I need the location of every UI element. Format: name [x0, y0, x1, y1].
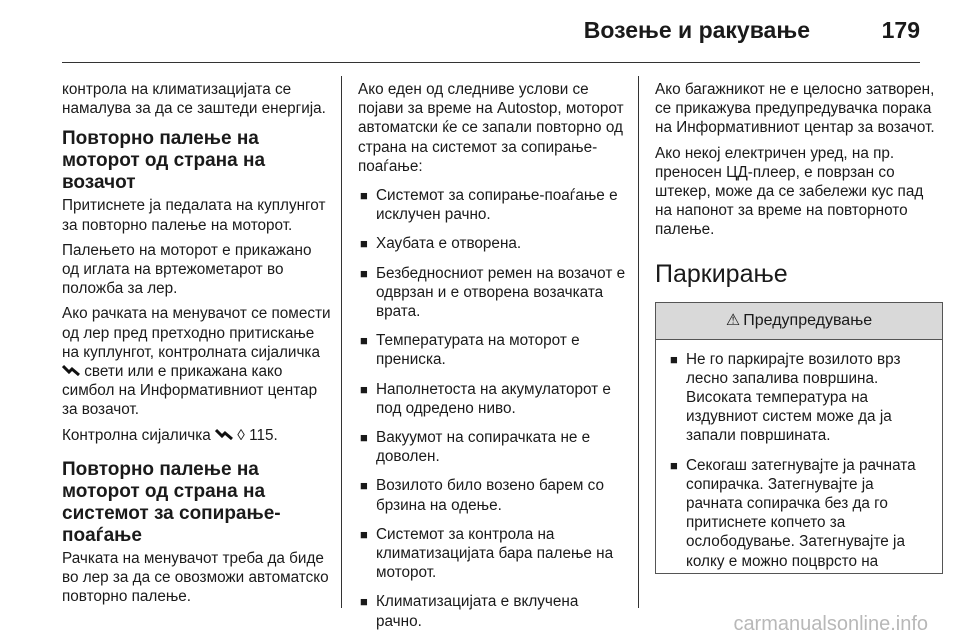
- bullet-icon: ■: [670, 351, 678, 367]
- list-item: ■ Возилото било возено барем со брзина на одење.: [360, 477, 604, 514]
- engine-restart-lamp-icon: [62, 362, 80, 381]
- paragraph-text: свети или е прикажана како симбол на Информативниот центар за возачот.: [62, 363, 318, 419]
- warning-box: [655, 302, 943, 574]
- page-number: 179: [881, 17, 920, 43]
- warning-list: [668, 350, 934, 571]
- warning-header: [656, 303, 942, 340]
- paragraph: контрола на климатизацијата се намалува за да се заштеди енергија.: [62, 81, 326, 118]
- list-item: ■ Безбедносниот ремен на возачот е одврзан и е отворена возачката врата.: [360, 264, 626, 321]
- bullet-icon: ■: [670, 457, 678, 473]
- list-item: ■ Вакуумот на сопирачката не е доволен.: [360, 429, 591, 466]
- bullet-icon: ■: [360, 430, 368, 446]
- bullet-icon: ■: [360, 478, 368, 494]
- bullet-icon: ■: [360, 381, 368, 397]
- section-heading: Повторно палење на моторот од страна на системот за сопирање-поаѓање: [62, 458, 281, 546]
- paragraph-text: Контролна сијаличка: [62, 426, 211, 444]
- bullet-icon: ■: [360, 333, 368, 349]
- warning-triangle-icon: ⚠: [725, 312, 741, 330]
- list-item: ■ Системот за контрола на климатизацијата бара палење на моторот.: [360, 525, 614, 582]
- column-3: [655, 80, 939, 574]
- paragraph: [62, 304, 332, 419]
- page-reference[interactable]: 115.: [249, 426, 278, 444]
- bullet-icon: ■: [360, 594, 368, 610]
- column-2: [358, 80, 628, 641]
- paragraph: Ако еден од следниве услови се појави за време на Autostop, моторот автоматски ќе се запали повторно од страна на системот за сопирање-поаѓање:: [358, 81, 624, 175]
- warning-title: Предупредување: [743, 312, 873, 330]
- list-item: ■ Климатизацијата е вклучена рачно.: [360, 593, 579, 630]
- bullet-icon: ■: [360, 188, 368, 204]
- bullet-icon: ■: [360, 265, 368, 281]
- header-divider: [62, 62, 920, 63]
- paragraph: [62, 426, 332, 445]
- paragraph-text: Ако рачката на менувачот се помести од лер пред претходно притискање на куплунгот, контролната сијаличка: [62, 305, 331, 361]
- engine-restart-lamp-icon: [215, 426, 233, 445]
- bullet-icon: ■: [360, 526, 368, 542]
- paragraph: Рачката на менувачот треба да биде во лер за да се овозможи автоматско повторно палење.: [62, 549, 329, 606]
- paragraph: Притиснете ја педалата на куплунгот за повторно палење на моторот.: [62, 197, 326, 234]
- watermark: carmanualsonline.info: [733, 613, 928, 635]
- paragraph: Ако багажникот не е целосно затворен, се прикажува предупредувачка порака на Информативниот центар за возачот.: [655, 81, 935, 137]
- page-reference-arrow-icon: ◊: [237, 426, 245, 444]
- page-header-title: Возење и ракување: [583, 17, 810, 43]
- warning-body: [656, 340, 942, 571]
- list-item: ■ Наполнетоста на акумулаторот е под одредено ниво.: [360, 380, 611, 417]
- column-1: [62, 80, 332, 612]
- list-item: ■ Хаубата е отворена.: [360, 235, 522, 253]
- list-item: ■ Секогаш затегнувајте ја рачната сопирачка. Затегнувајте ја рачната сопирачка без да го притиснете копчето за ослободување. Затегнувајте ја колку е можно поцврсто на: [670, 456, 916, 570]
- list-item: ■ Системот за сопирање-поаѓање е исклучен рачно.: [360, 187, 618, 224]
- list-item: ■ Не го паркирајте возилото врз лесно запалива површина. Високата температура на издувниот систем може да ја запали површината.: [670, 350, 901, 445]
- section-title: Паркирање: [655, 259, 788, 288]
- column-divider-1: [341, 76, 342, 608]
- list-item: ■ Температурата на моторот е прениска.: [360, 332, 580, 369]
- section-heading: Повторно палење на моторот од страна на возачот: [62, 128, 266, 194]
- paragraph: Ако некој електричен уред, на пр. преносен ЦД-плеер, е поврзан со штекер, може да се забележи кус пад на напонот за време на повторното палење.: [655, 144, 924, 239]
- paragraph: Палењето на моторот е прикажано од иглата на вртежометарот во положба за лер.: [62, 241, 312, 298]
- column-divider-2: [638, 76, 639, 608]
- bullet-icon: ■: [360, 236, 368, 252]
- condition-list: [358, 186, 628, 631]
